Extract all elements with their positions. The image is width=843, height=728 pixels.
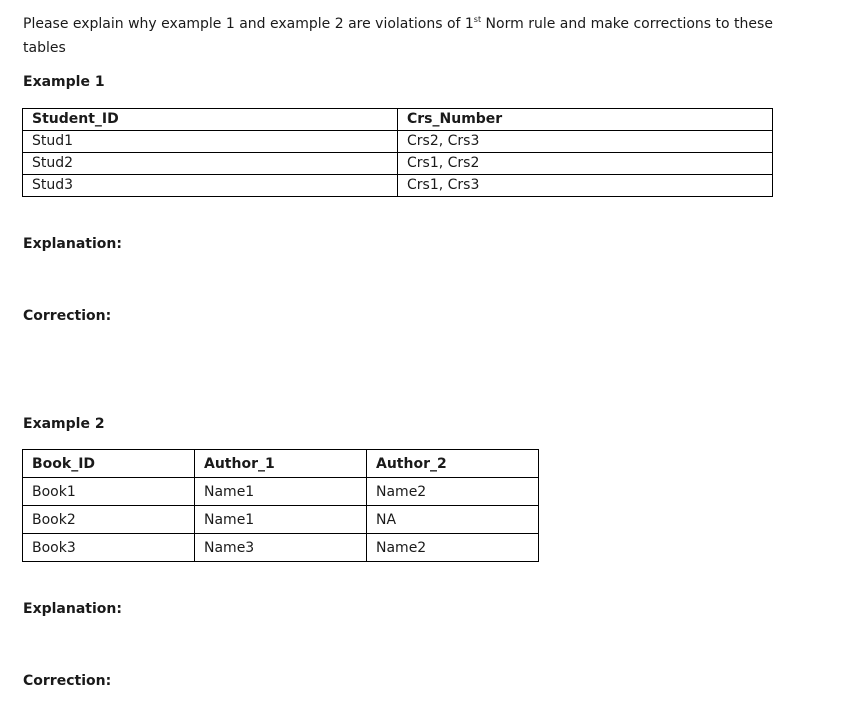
table-cell: Stud1 <box>23 131 398 153</box>
table-cell: Book1 <box>23 478 195 506</box>
table-cell: Name2 <box>367 534 539 562</box>
example2-explanation-label: Explanation: <box>23 601 122 617</box>
table-row <box>23 478 539 506</box>
table-cell: NA <box>367 506 539 534</box>
table-row <box>23 534 539 562</box>
example2-heading: Example 2 <box>23 416 105 432</box>
header-cell: Crs_Number <box>398 109 773 131</box>
example2-correction-label: Correction: <box>23 673 112 689</box>
table-cell: Stud3 <box>23 175 398 197</box>
header-cell: Author_1 <box>195 450 367 478</box>
instruction-paragraph <box>23 12 813 60</box>
instruction-text-end: Norm rule and make corrections to these tables <box>23 16 773 56</box>
table-cell: Name1 <box>195 506 367 534</box>
example1-table <box>22 108 773 197</box>
table-cell: Stud2 <box>23 153 398 175</box>
table-cell: Book2 <box>23 506 195 534</box>
header-cell: Book_ID <box>23 450 195 478</box>
table-header-row <box>23 450 539 478</box>
table-row <box>23 131 773 153</box>
example2-table <box>22 449 539 562</box>
example1-correction-label: Correction: <box>23 308 112 324</box>
table-header-row <box>23 109 773 131</box>
table-row <box>23 175 773 197</box>
example1-heading: Example 1 <box>23 74 105 90</box>
instruction-text-start: Please explain why example 1 and example 2 are violations of 1 <box>23 16 474 32</box>
header-cell: Author_2 <box>367 450 539 478</box>
table-cell: Book3 <box>23 534 195 562</box>
table-cell: Crs1, Crs3 <box>398 175 773 197</box>
example1-explanation-label: Explanation: <box>23 236 122 252</box>
table-row <box>23 506 539 534</box>
table-cell: Name2 <box>367 478 539 506</box>
table-row <box>23 153 773 175</box>
table-cell: Crs1, Crs2 <box>398 153 773 175</box>
table-cell: Crs2, Crs3 <box>398 131 773 153</box>
table-cell: Name1 <box>195 478 367 506</box>
ordinal-superscript: st <box>473 15 482 24</box>
table-cell: Name3 <box>195 534 367 562</box>
header-cell: Student_ID <box>23 109 398 131</box>
